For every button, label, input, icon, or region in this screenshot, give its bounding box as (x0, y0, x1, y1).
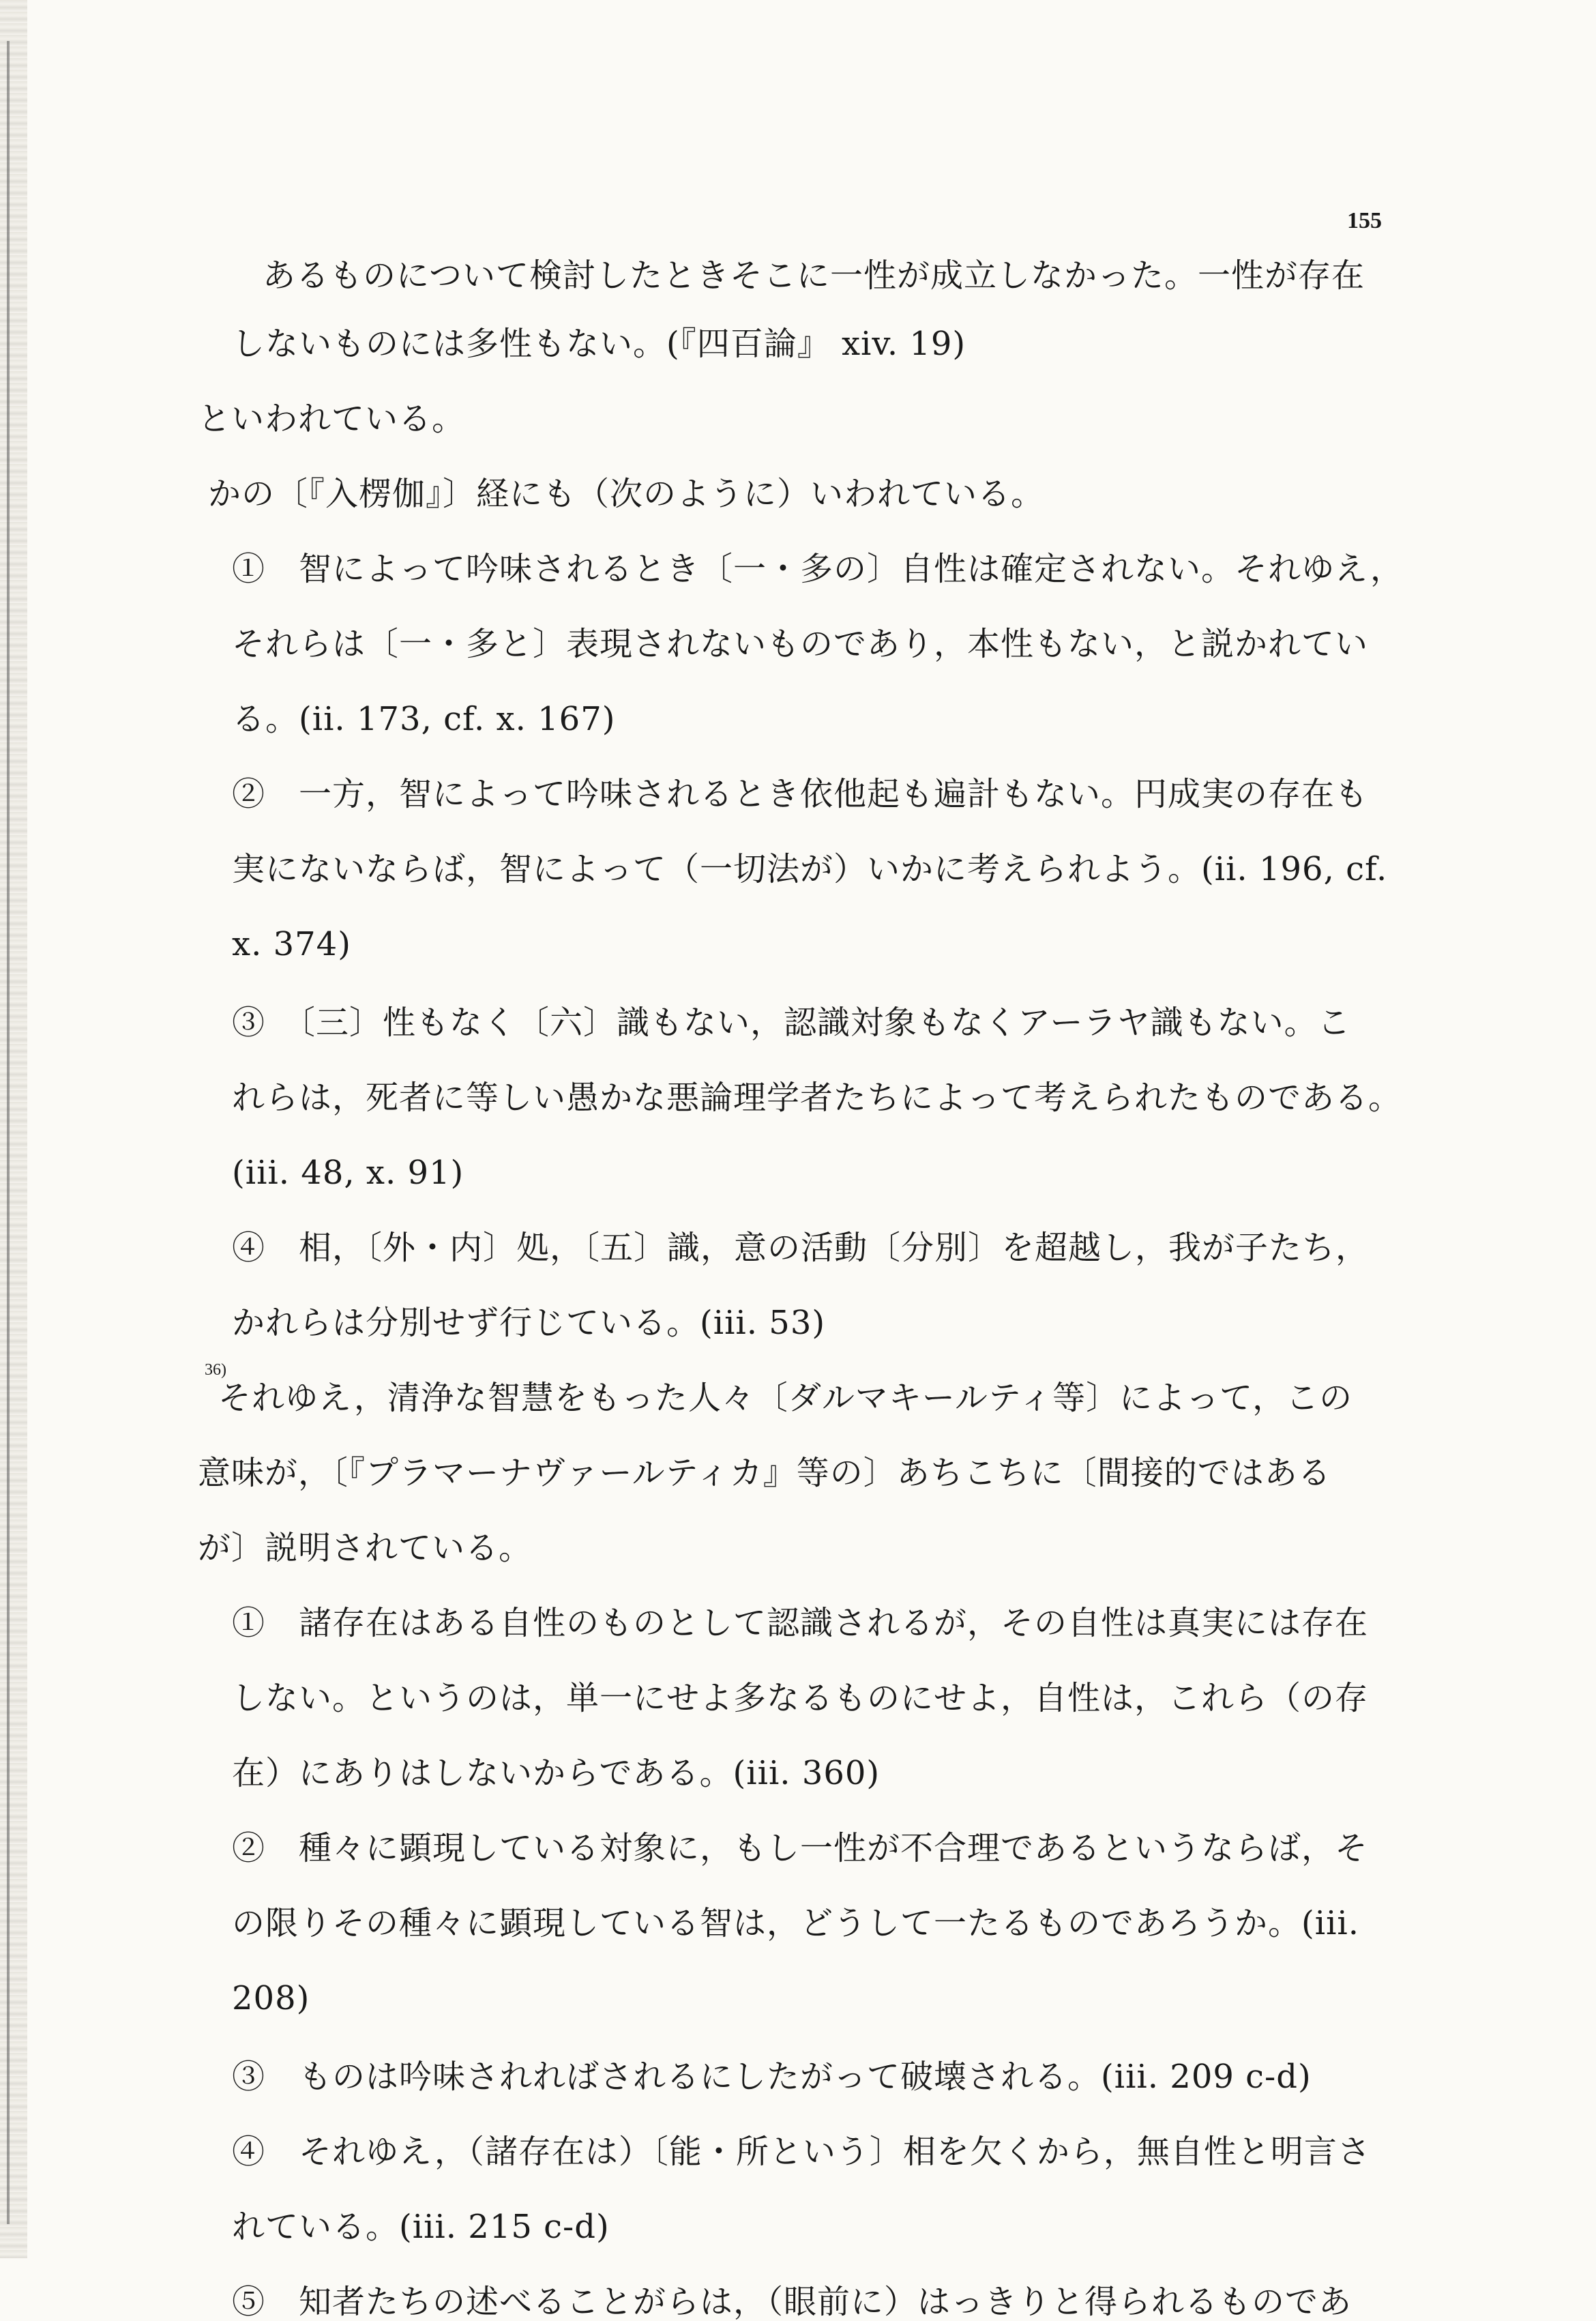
page-number: 155 (1347, 208, 1382, 233)
text-line: しないものには多性もない。(『四百論』 xiv. 19) (232, 325, 966, 363)
text-line: それらは〔一・多と〕表現されないものであり，本性もない，と説かれてい (232, 625, 1369, 663)
text-line: ② 一方，智によって吟味されるとき依他起も遍計もない。円成実の存在も (232, 775, 1369, 813)
text-line: しない。というのは，単一にせよ多なるものにせよ，自性は，これら（の存 (232, 1679, 1369, 1717)
text-line: ③ ものは吟味されればされるにしたがって破壊される。(iii. 209 c-d) (232, 2058, 1312, 2096)
text-line: かれらは分別せず行じている。(iii. 53) (232, 1304, 826, 1342)
text-line: の限りその種々に顕現している智は，どうして一たるものであろうか。(iii. (232, 1904, 1360, 1942)
text-line: ① 諸存在はある自性のものとして認識されるが，その自性は真実には存在 (232, 1604, 1369, 1642)
text-line: かの〔『入楞伽』〕経にも（次のように）いわれている。 (208, 475, 1045, 513)
text-line: る。(ii. 173, cf. x. 167) (232, 700, 616, 738)
text-line: 在）にありはしないからである。(iii. 360) (232, 1754, 881, 1792)
text-line: ④ それゆえ，（諸存在は）〔能・所という〕相を欠くから，無自性と明言さ (232, 2133, 1371, 2171)
text-line: れている。(iii. 215 c-d) (232, 2208, 610, 2246)
text-line: x. 374) (232, 925, 351, 963)
text-line: といわれている。 (198, 400, 466, 438)
text-line: 208) (232, 1979, 310, 2017)
text-line: あるものについて検討したときそこに一性が成立しなかった。一性が存在 (263, 257, 1365, 295)
footnote-marker: 36) (205, 1361, 226, 1379)
text-line: ② 種々に顕現している対象に，もし一性が不合理であるというならば，そ (232, 1829, 1369, 1867)
text-line: が〕説明されている。 (198, 1529, 533, 1567)
text-line: それゆえ，清浄な智慧をもった人々〔ダルマキールティ等〕によって，この (218, 1379, 1353, 1417)
text-line: 実にないならば，智によって（一切法が）いかに考えられよう。(ii. 196, cf. (232, 850, 1388, 888)
text-line: ④ 相，〔外・内〕処，〔五〕識，意の活動〔分別〕を超越し，我が子たち， (232, 1229, 1370, 1267)
text-line: (iii. 48, x. 91) (232, 1154, 464, 1192)
binding-edge (0, 0, 27, 2258)
text-line: ③ 〔三〕性もなく〔六〕識もない，認識対象もなくアーラヤ識もない。こ (232, 1004, 1351, 1042)
text-line: 意味が，〔『プラマーナヴァールティカ』等の〕あちこちに〔間接的ではある (198, 1454, 1331, 1492)
text-line: ① 智によって吟味されるとき〔一・多の〕自性は確定されない。それゆえ， (232, 550, 1404, 588)
binding-line (7, 41, 10, 2224)
text-line: ⑤ 知者たちの述べることがらは，（眼前に）はっきりと得られるものであ (232, 2283, 1353, 2321)
text-line: れらは，死者に等しい愚かな悪論理学者たちによって考えられたものである。 (232, 1079, 1402, 1117)
